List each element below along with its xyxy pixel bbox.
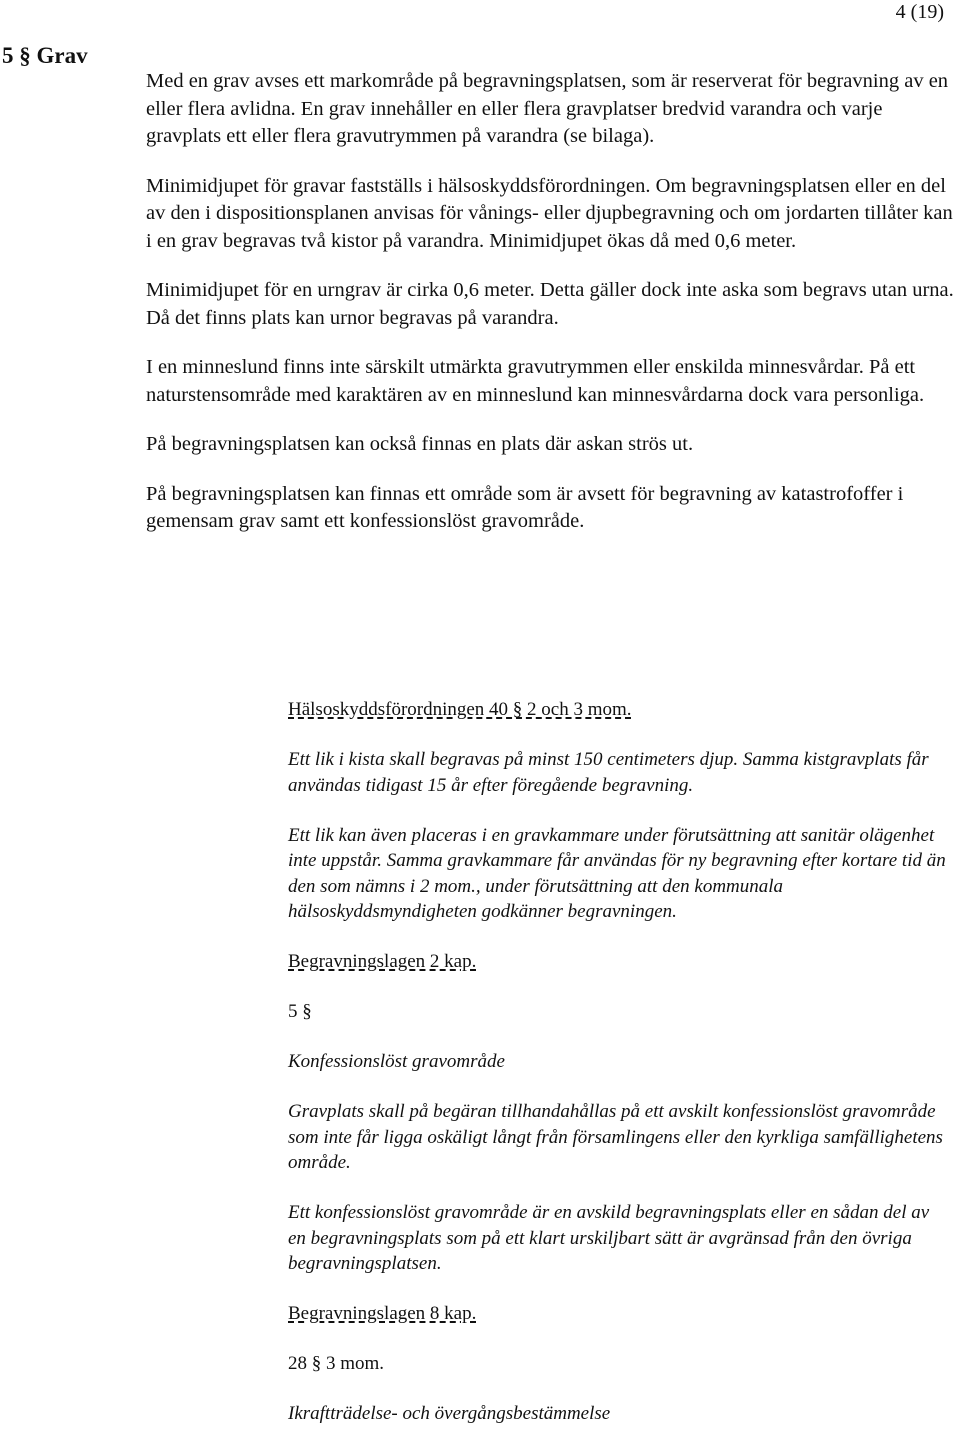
law-reference: Hälsoskyddsförordningen 40 § 2 och 3 mom.	[288, 699, 632, 720]
section-marker: 28 § 3 mom.	[288, 1353, 385, 1374]
quoted-text: Gravplats skall på begäran tillhandahållas på ett avskilt konfessionslöst gravområde som inte får ligga oskäligt långt från församlingens eller den kyrkliga samfällighetens område.	[288, 1101, 943, 1173]
body-text	[146, 68, 958, 558]
section-marker: 5 §	[288, 1001, 312, 1022]
quoted-text: Ett lik kan även placeras i en gravkammare under förutsättning att sanitär olägenhet inte uppstår. Samma gravkammare får användas för ny begravning efter kortare tid än den som nämns i 2 mom., under förutsättning att den kommunala hälsoskyddsmyndigheten godkänner begravningen.	[288, 824, 946, 922]
body-paragraph: I en minneslund finns inte särskilt utmärkta gravutrymmen eller enskilda minnesvårdar. På ett naturstensområde med karaktären av en minneslund kan minnesvårdarna dock vara personliga.	[146, 356, 925, 406]
body-paragraph: På begravningsplatsen kan också finnas en plats där askan strös ut.	[146, 433, 694, 455]
quote-heading: Konfessionslöst gravområde	[288, 1051, 505, 1072]
legal-quote-block	[288, 697, 948, 1451]
quoted-text: Ett konfessionslöst gravområde är en avskild begravningsplats eller en sådan del av en begravningsplats som på ett klart urskiljbart sätt är avgränsad från den övriga begravningsplatsen.	[288, 1202, 930, 1274]
law-reference: Begravningslagen 8 kap.	[288, 1303, 477, 1324]
body-paragraph: Minimidjupet för gravar fastställs i hälsoskyddsförordningen. Om begravningsplatsen eller en del av den i dispositionsplanen anvisas för vånings- eller djupbegravning och om jordarten tillåter kan i en grav begravas två kistor på varandra. Minimidjupet ökas då med 0,6 meter.	[146, 174, 953, 252]
section-heading: 5 § Grav	[2, 43, 88, 68]
page-number: 4 (19)	[895, 1, 944, 23]
body-paragraph: På begravningsplatsen kan finnas ett område som är avsett för begravning av katastrofoffer i gemensam grav samt ett konfessionslöst gravområde.	[146, 482, 904, 532]
law-reference: Begravningslagen 2 kap.	[288, 951, 477, 972]
quoted-text: Ett lik i kista skall begravas på minst 150 centimeters djup. Samma kistgravplats får användas tidigast 15 år efter föregående begravning.	[288, 749, 929, 796]
body-paragraph: Med en grav avses ett markområde på begravningsplatsen, som är reserverat för begravning av en eller flera avlidna. En grav innehåller en eller flera gravplatser bredvid varandra och varje gravplats ett eller flera gravutrymmen på varandra (se bilaga).	[146, 70, 949, 147]
quote-heading: Ikraftträdelse- och övergångsbestämmelse	[288, 1403, 611, 1424]
body-paragraph: Minimidjupet för en urngrav är cirka 0,6 meter. Detta gäller dock inte aska som begravs utan urna. Då det finns plats kan urnor begravas på varandra.	[146, 279, 954, 329]
